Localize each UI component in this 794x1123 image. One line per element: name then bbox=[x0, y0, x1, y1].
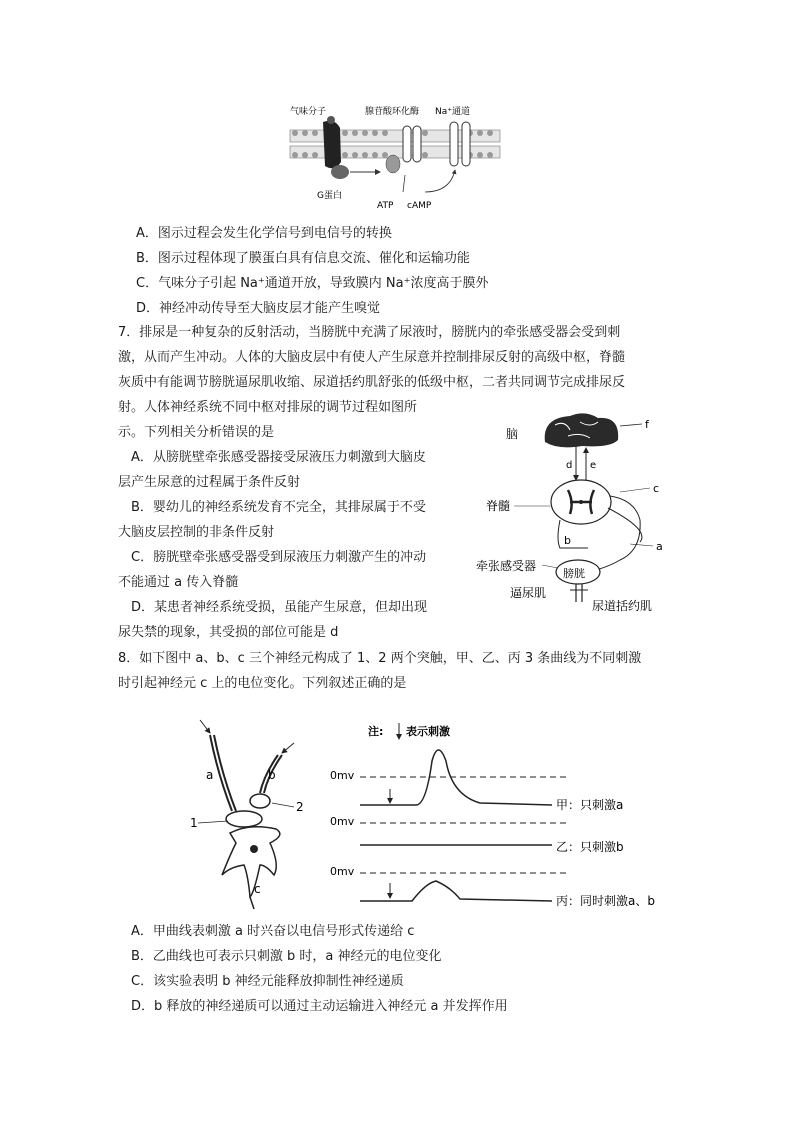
q7-option-b-1: B．婴幼儿的神经系统发育不完全，其排尿属于不受 bbox=[131, 500, 426, 515]
label-d: d bbox=[566, 460, 573, 471]
label-synapse-1: 1 bbox=[190, 816, 198, 830]
q8-option-c: C．该实验表明 b 神经元能释放抑制性神经递质 bbox=[131, 974, 404, 989]
curve-label-yi: 乙：只刺激b bbox=[556, 840, 624, 854]
q7-option-c-2: 不能通过 a 传入脊髓 bbox=[118, 575, 239, 590]
odorant-receptor bbox=[323, 121, 341, 168]
label-g-protein: G蛋白 bbox=[317, 191, 342, 201]
label-c: c bbox=[653, 482, 660, 495]
zero-label-yi: 0mv bbox=[330, 815, 355, 828]
q7-stem-line-2: 激，从而产生冲动。人体的大脑皮层中有使人产生尿意并控制排尿反射的高级中枢，脊髓 bbox=[118, 350, 626, 365]
label-stretch-receptor: 牵张感受器 bbox=[476, 559, 537, 573]
q6-option-a: A．图示过程会发生化学信号到电信号的转换 bbox=[136, 226, 392, 241]
label-synapse-2: 2 bbox=[296, 800, 304, 814]
curve-label-jia: 甲：只刺激a bbox=[556, 798, 624, 812]
zero-label-jia: 0mv bbox=[330, 769, 355, 782]
q6-option-d: D．神经冲动传导至大脑皮层才能产生嗅觉 bbox=[136, 301, 381, 316]
label-a: a bbox=[656, 540, 663, 553]
label-neuron-b: b bbox=[268, 768, 276, 782]
q6-option-b: B．图示过程体现了膜蛋白具有信息交流、催化和运输功能 bbox=[136, 251, 470, 266]
curve-label-bing: 丙：同时刺激a、b bbox=[556, 894, 655, 908]
micturition-reflex-figure bbox=[470, 410, 690, 620]
neuron-c-body bbox=[222, 827, 280, 897]
q7-option-b-2: 大脑皮层控制的非条件反射 bbox=[118, 525, 275, 540]
g-protein bbox=[331, 165, 349, 179]
label-brain: 脑 bbox=[506, 427, 519, 441]
legend-note: 注: bbox=[368, 725, 384, 738]
odorant-molecule bbox=[327, 116, 335, 124]
label-b: b bbox=[564, 534, 571, 547]
label-f: f bbox=[645, 418, 649, 431]
label-odorant: 气味分子 bbox=[290, 107, 327, 117]
q7-option-c-1: C．膀胱壁牵张感受器受到尿液压力刺激产生的冲动 bbox=[131, 550, 427, 565]
q8-option-d: D．b 释放的神经递质可以通过主动运输进入神经元 a 并发挥作用 bbox=[131, 999, 508, 1014]
synapse-1-terminal bbox=[226, 811, 262, 827]
q7-option-a-1: A．从膀胱壁牵张感受器接受尿液压力刺激到大脑皮 bbox=[131, 450, 426, 465]
q8-stem-line-2: 时引起神经元 c 上的电位变化。下列叙述正确的是 bbox=[118, 676, 407, 691]
label-neuron-a: a bbox=[206, 768, 214, 782]
label-sphincter: 尿道括约肌 bbox=[592, 599, 653, 613]
label-e: e bbox=[590, 460, 597, 471]
spinal-cord-section bbox=[551, 480, 611, 524]
label-camp: cAMP bbox=[407, 201, 432, 211]
synapse-potential-figure bbox=[190, 715, 670, 910]
curve-bing bbox=[360, 881, 552, 901]
q8-option-a: A．甲曲线表刺激 a 时兴奋以电信号形式传递给 c bbox=[131, 924, 415, 939]
q7-option-a-2: 层产生尿意的过程属于条件反射 bbox=[118, 475, 301, 490]
q7-stem-line-1: 7．排尿是一种复杂的反射活动，当膀胱中充满了尿液时，膀胱内的牵张感受器会受到刺 bbox=[118, 325, 621, 340]
label-na-channel: Na⁺通道 bbox=[435, 107, 470, 117]
q6-option-c: C．气味分子引起 Na⁺通道开放，导致膜内 Na⁺浓度高于膜外 bbox=[136, 276, 489, 291]
brain-shape bbox=[545, 413, 618, 447]
q7-stem-line-4: 射。人体神经系统不同中枢对排尿的调节过程如图所 bbox=[118, 400, 418, 415]
zero-label-bing: 0mv bbox=[330, 865, 355, 878]
q8-option-b: B．乙曲线也可表示只刺激 b 时，a 神经元的电位变化 bbox=[131, 949, 442, 964]
q8-stem-line-1: 8．如下图中 a、b、c 三个神经元构成了 1、2 两个突触，甲、乙、丙 3 条曲线为不同刺激 bbox=[118, 651, 642, 666]
olfactory-membrane-figure bbox=[285, 100, 505, 215]
q7-option-d-2: 尿失禁的现象，其受损的部位可能是 d bbox=[118, 625, 339, 640]
q7-stem-line-3: 灰质中有能调节膀胱逼尿肌收缩、尿道括约肌舒张的低级中枢，二者共同调节完成排尿反 bbox=[118, 375, 626, 390]
label-detrusor: 逼尿肌 bbox=[510, 586, 547, 600]
q7-option-d-1: D．某患者神经系统受损，虽能产生尿意，但却出现 bbox=[131, 600, 428, 615]
synapse-2-terminal bbox=[250, 794, 270, 808]
q7-stem-line-5: 示。下列相关分析错误的是 bbox=[118, 425, 275, 440]
label-spinal-cord: 脊髓 bbox=[486, 499, 511, 513]
legend-stim: 表示刺激 bbox=[406, 725, 450, 738]
label-neuron-c: c bbox=[254, 882, 261, 896]
na-channel bbox=[450, 122, 458, 166]
adenylyl-cyclase bbox=[403, 126, 411, 162]
label-enzyme: 腺苷酸环化酶 bbox=[365, 107, 420, 117]
label-bladder: 膀胱 bbox=[563, 567, 585, 580]
label-atp: ATP bbox=[377, 201, 394, 211]
